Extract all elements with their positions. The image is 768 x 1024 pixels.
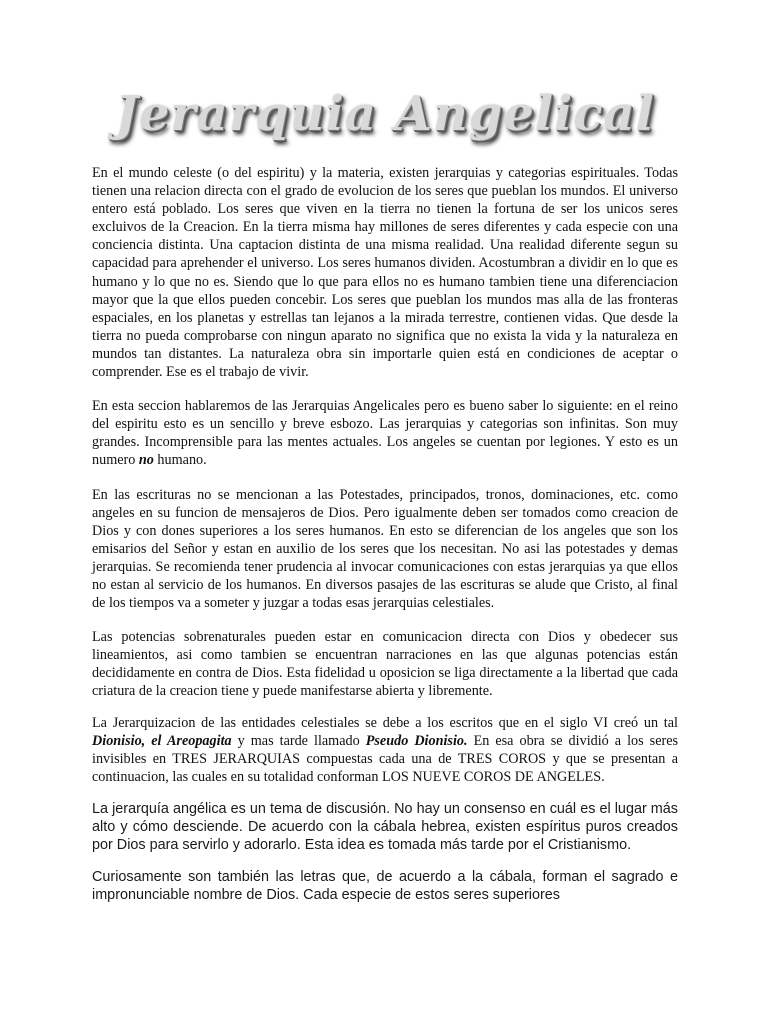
document-body (92, 164, 678, 920)
author-dionisio: Dionisio, el Areopagita (92, 732, 232, 749)
paragraph-3: En las escrituras no se mencionan a las Potestades, principados, tronos, dominaciones, etc. como angeles en su funcion de mensajeros de Dios. Pero igualmente deben ser tomados como creacion de Dios y con dones superiores a los seres humanos. En esto se diferencian de los angeles que son los emisarios del Señor y estan en auxilio de los seres que los necesitan. No asi las potestades y demas jerarquias. Se recomienda tener prudencia al invocar comunicaciones con estas jerarquias ya que ellos no estan al servicio de los humanos. En diversos pasajes de las escrituras se alude que Cristo, al final de los tiempos va a someter y juzgar a todas esas jerarquias celestiales. (92, 486, 678, 612)
document-title: Jerarquia Angelical (115, 86, 655, 142)
emphasis-no: no (138, 452, 154, 469)
paragraph-7: Curiosamente son también las letras que, de acuerdo a la cábala, forman el sagrado e impronunciable nombre de Dios. Cada especie de estos seres superiores (92, 869, 678, 904)
paragraph-5-text-a: La Jerarquizacion de las entidades celestiales se debe a los escritos que en el siglo VI creó un tal (92, 714, 678, 731)
paragraph-1: En el mundo celeste (o del espiritu) y la materia, existen jerarquias y categorias espirituales. Todas tienen una relacion directa con el grado de evolucion de los seres que pueblan los mundos. El universo entero está poblado. Los seres que viven en la tierra no tienen la fortuna de ser los unicos seres excluivos de la Creacion. En la tierra misma hay millones de seres diferentes y cada especie con una conciencia distinta. Una captacion distinta de una misma realidad. Una realidad diferente segun su capacidad para aprehender el universo. Los seres humanos dividen. Acostumbran a dividir en lo que es humano y lo que no es. Siendo que lo que para ellos no es humano tambien tiene una diferenciacion mayor que la que ellos pueden concebir. Los seres que pueblan los mundos mas alla de las fronteras espaciales, en los planetas y estrellas tan lejanos a la mirada terrestre, contienen vidas. Que desde la tierra no pueda comprobarse con ningun aparato no significa que no exista la vida y la naturaleza en mundos tan distantes. La naturaleza obra sin importarle quien está en condiciones de aceptar o comprender. Ese es el trabajo de vivir. (92, 165, 678, 381)
author-pseudo-dionisio: Pseudo Dionisio. (365, 732, 468, 749)
paragraph-2 (92, 397, 678, 469)
paragraph-5-text-c: y mas tarde llamado (237, 732, 360, 749)
paragraph-2-end: humano. (157, 452, 207, 469)
paragraph-5 (92, 714, 678, 786)
paragraph-4: Las potencias sobrenaturales pueden estar en comunicacion directa con Dios y obedecer sus lineamientos, asi como tambien se encuentran narraciones en las que algunas potencias están decididamente en contra de Dios. Esta fidelidad u oposicion se liga directamente a la libertad que cada criatura de la creacion tiene y puede manifestarse abierta y libremente. (92, 629, 678, 700)
paragraph-2-text: En esta seccion hablaremos de las Jerarquias Angelicales pero es bueno saber lo siguiente: en el reino del espiritu esto es un sencillo y breve esbozo. Las jerarquias y categorias son infinitas. Son muy grandes. Incomprensible para las mentes actuales. Los angeles se cuentan por legiones. Y esto es un numero (92, 398, 678, 469)
paragraph-5-text-d: En esa obra se dividió a los seres invisibles en TRES JERARQUIAS compuestas cada una de TRES COROS y que se presentan a continuacion, las cuales en su totalidad conforman LOS NUEVE COROS DE ANGELES. (92, 732, 679, 785)
title-banner (115, 78, 655, 150)
paragraph-6: La jerarquía angélica es un tema de discusión. No hay un consenso en cuál es el lugar más alto y cómo desciende. De acuerdo con la cábala hebrea, existen espíritus puros creados por Dios para servirlo y adorarlo. Esta idea es tomada más tarde por el Cristianismo. (92, 800, 678, 854)
